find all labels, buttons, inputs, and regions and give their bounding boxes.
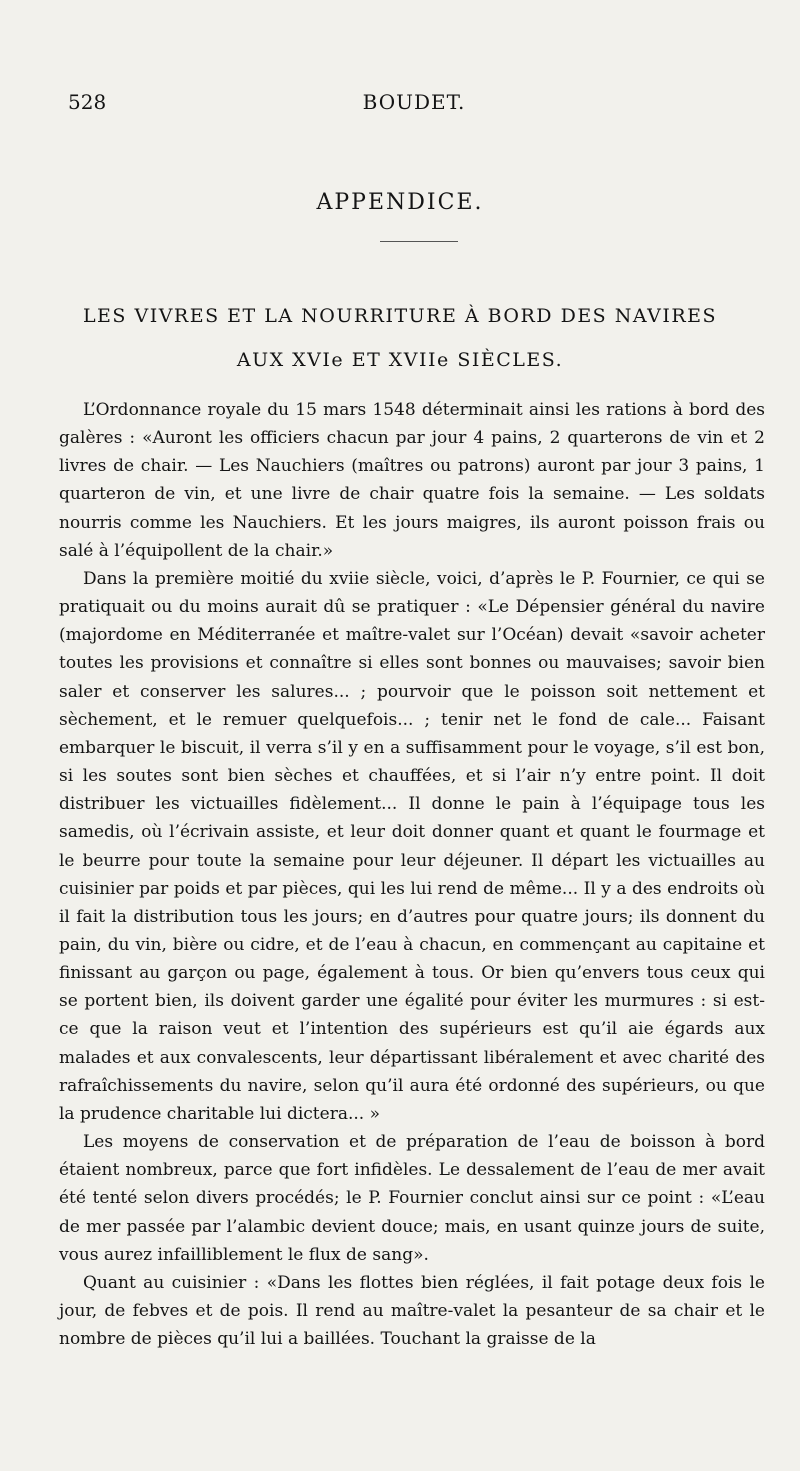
running-head: BOUDET. [362,90,466,114]
paragraph-eau: Les moyens de conservation et de préparation de l’eau de boisson à bord étaient nombreux, parce que fort infidèles. Le dessalement de l’eau de mer avait été tenté selon divers procédés; le P. Fournier conclut ainsi sur ce point : «L’eau de mer passée par l’alambic devient douce; mais, en usant quinze jours de suite, vous aurez infailliblement le flux de sang». [59,1132,765,1265]
appendix-title: APPENDICE. [316,190,484,215]
body-text [59,396,765,1353]
title-rule [380,241,458,242]
page-number: 528 [68,90,107,114]
section-title-line-1: LES VIVRES ET LA NOURRITURE À BORD DES NAVIRES [82,305,718,327]
paragraph-fournier: Dans la première moitié du xviie siècle, voici, d’après le P. Fournier, ce qui se pratiquait ou du moins aurait dû se pratiquer : «Le Dépensier général du navire (majordome en Méditerranée et maître-valet sur l’Océan) devait «savoir acheter toutes les provisions et connaître si elles sont bonnes ou mauvaises; savoir bien saler et conserver les salures... ; pourvoir que le poisson soit nettement et sèchement, et le remuer quelquefois... ; tenir net le fond de cale... Faisant embarquer le biscuit, il verra s’il y en a suffisamment pour le voyage, s’il est bon, si les soutes sont bien sèches et chauffées, et si l’air n’y entre point. Il doit distribuer les victuailles fidèlement... Il donne le pain à l’équipage tous les samedis, où l’écrivain assiste, et leur doit donner quant et quant le fourmage et le beurre pour toute la semaine pour leur déjeuner. Il départ les victuailles au cuisinier par poids et par pièces, qui les lui rend de même... Il y a des endroits où il fait la distribution tous les jours; en d’autres pour quatre jours; ils donnent du pain, du vin, bière ou cidre, et de l’eau à chacun, en commençant au capitaine et finissant au garçon ou page, également à tous. Or bien qu’envers tous ceux qui se portent bien, ils doivent garder une égalité pour éviter les murmures : si est-ce que la raison veut et l’intention des supérieurs est qu’il aie égards aux malades et aux convalescents, leur départissant libéralement et avec charité des rafraîchissements du navire, selon qu’il aura été ordonné des supérieurs, ou que la prudence charitable lui dictera... » [59,568,765,1124]
page-header [68,90,740,116]
section-title-line-2: AUX XVIe ET XVIIe SIÈCLES. [236,349,564,371]
section-title [58,294,742,382]
paragraph-cuisinier: Quant au cuisinier : «Dans les flottes bien réglées, il fait potage deux fois le jour, de febves et de pois. Il rend au maître-valet la pesanteur de sa chair et le nombre de pièces qu’il lui a baillées. Touchant la graisse de la [59,1272,765,1350]
paragraph-ordonnance: L’Ordonnance royale du 15 mars 1548 déterminait ainsi les rations à bord des galères : «Auront les officiers chacun par jour 4 pains, 2 quarterons de vin et 2 livres de chair. — Les Nauchiers (maîtres ou patrons) auront par jour 3 pains, 1 quarteron de vin, et une livre de chair quatre fois la semaine. — Les soldats nourris comme les Nauchiers. Et les jours maigres, ils auront poisson frais ou salé à l’équipollent de la chair.» [59,400,765,561]
